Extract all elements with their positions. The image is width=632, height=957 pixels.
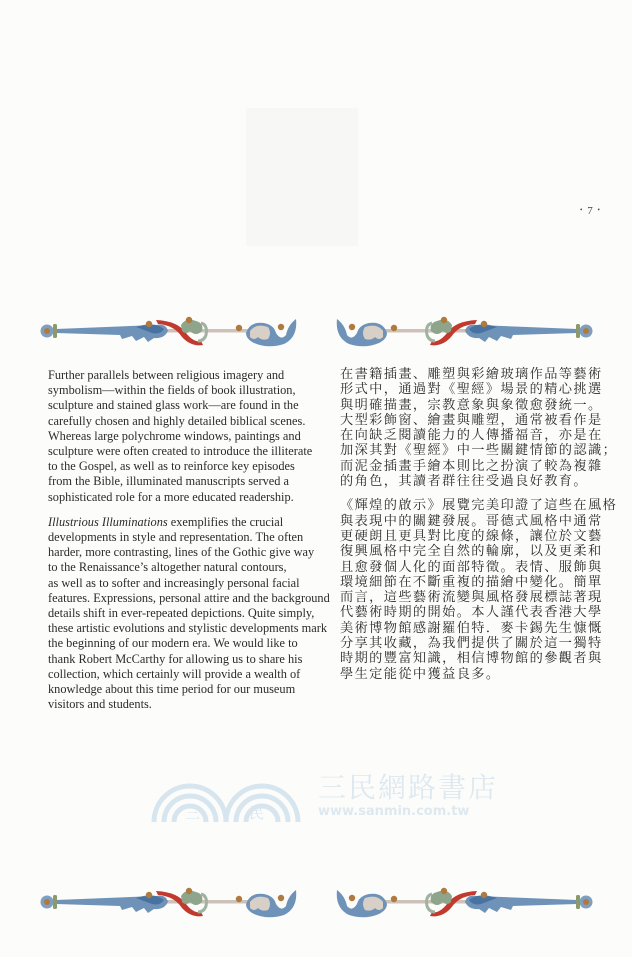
ornament-top-right bbox=[327, 311, 597, 351]
text-line: 而言，這些藝術流變與風格發展標誌著現 bbox=[340, 590, 603, 606]
text-line: as well as to softer and increasingly personal facial bbox=[48, 575, 300, 590]
chinese-paragraph-1 bbox=[340, 367, 618, 490]
text-line: 形式中，通過對《聖經》場景的精心挑選 bbox=[340, 382, 603, 398]
text-line: to the Gospel, as well as to reinforce key episodes bbox=[48, 459, 295, 474]
ornament-top-left bbox=[36, 311, 306, 351]
watermark-url: www.sanmin.com.tw bbox=[318, 804, 470, 819]
text-line: 而泥金插畫手繪本則比之扮演了較為複雜 bbox=[340, 458, 603, 474]
text-line: 大型彩飾窗、繪畫與雕塑，通常被看作是 bbox=[340, 412, 603, 428]
text-line: sculpture and stained glass work—are found in the bbox=[48, 398, 299, 413]
watermark-char-min: 民 bbox=[249, 804, 265, 822]
text-line: sophisticated role for a more educated readership. bbox=[48, 489, 294, 504]
text-line: carefully chosen and highly detailed biblical scenes. bbox=[48, 413, 306, 428]
faint-background-square bbox=[246, 108, 358, 246]
chinese-text-column bbox=[340, 367, 618, 691]
text-line: from the Bible, illuminated manuscripts served a bbox=[48, 474, 289, 489]
scroll-ornament-icon bbox=[327, 882, 597, 922]
text-line: 《輝煌的啟示》展覽完美印證了這些在風格 bbox=[340, 498, 618, 514]
sanmin-watermark bbox=[146, 758, 516, 824]
english-text-column bbox=[48, 368, 330, 722]
text-line: 在向缺乏閱讀能力的人傳播福音，亦是在 bbox=[340, 428, 603, 444]
text-line: thank Robert McCarthy for allowing us to share his bbox=[48, 651, 303, 666]
scroll-ornament-icon bbox=[36, 311, 306, 351]
watermark-title: 三民網路書店 bbox=[318, 771, 499, 804]
text-line: features. Expressions, personal attire and the background bbox=[48, 590, 330, 605]
text-line bbox=[48, 515, 330, 530]
page-number-dot-right: • bbox=[597, 206, 601, 214]
text-line: these artistic evolutions and stylistic developments mark bbox=[48, 621, 328, 636]
page-number-value: 7 bbox=[587, 205, 594, 217]
text-fragment: exemplifies the crucial bbox=[167, 514, 284, 529]
text-line: the beginning of our modern era. We would like to bbox=[48, 636, 298, 651]
text-line: details shift in ever-repeated depictions. Quite simply, bbox=[48, 606, 315, 621]
page-number-dot-left: • bbox=[580, 206, 584, 214]
english-paragraph-1 bbox=[48, 368, 330, 505]
text-line: 在書籍插畫、雕塑與彩繪玻璃作品等藝術 bbox=[340, 367, 603, 382]
ornament-bottom-left bbox=[36, 882, 306, 922]
chinese-paragraph-2 bbox=[340, 498, 618, 682]
page-number bbox=[580, 205, 601, 217]
text-line: Further parallels between religious imagery and bbox=[48, 368, 285, 382]
text-line: to the Renaissance’s altogether natural contours, bbox=[48, 560, 287, 575]
text-line: 時期的豐富知識，相信博物館的參觀者與 bbox=[340, 651, 603, 667]
text-line: sculpture were often created to introduce the illiterate bbox=[48, 444, 313, 459]
text-line: visitors and students. bbox=[48, 697, 152, 712]
english-paragraph-2 bbox=[48, 515, 330, 713]
text-line: 美術博物館感謝羅伯特．麥卡錫先生慷慨 bbox=[340, 620, 603, 636]
text-line: Whereas large polychrome windows, paintings and bbox=[48, 428, 301, 443]
text-line: collection, which certainly will provide a wealth of bbox=[48, 666, 301, 681]
text-line: 復興風格中完全自然的輪廓，以及更柔和 bbox=[340, 544, 603, 560]
text-line: 學生定能從中獲益良多。 bbox=[340, 666, 501, 682]
text-line: 分享其收藏，為我們提供了關於這一獨特 bbox=[340, 636, 603, 652]
text-line: 與明確描畫，宗教意象與象徵愈發統一。 bbox=[340, 397, 603, 413]
exhibition-title-italic: Illustrious Illuminations bbox=[48, 514, 168, 529]
text-line: 的角色，其讀者群往往受過良好教育。 bbox=[340, 474, 588, 490]
watermark-char-san: 三 bbox=[185, 804, 201, 822]
text-line: symbolism—within the fields of book illustration, bbox=[48, 383, 296, 398]
scroll-ornament-icon bbox=[327, 311, 597, 351]
ornament-bottom-right bbox=[327, 882, 597, 922]
text-line: 代藝術時期的開始。本人謹代表香港大學 bbox=[340, 605, 603, 621]
scroll-ornament-icon bbox=[36, 882, 306, 922]
text-line: developments in style and representation. The often bbox=[48, 530, 304, 545]
text-line: 與表現中的關鍵發展。哥德式風格中通常 bbox=[340, 513, 603, 529]
text-line: harder, more contrasting, lines of the Gothic give way bbox=[48, 545, 315, 560]
text-line: knowledge about this time period for our museum bbox=[48, 682, 296, 697]
text-line: 更硬朗且更具對比度的線條，讓位於文藝 bbox=[340, 528, 603, 544]
sanmin-logo-arcs-icon bbox=[146, 758, 306, 824]
text-line: 加深其對《聖經》中一些關鍵情節的認識； bbox=[340, 443, 618, 459]
text-line: 環境細節在不斷重複的描繪中變化。簡單 bbox=[340, 574, 603, 590]
text-line: 且愈發個人化的面部特徵。表情、服飾與 bbox=[340, 559, 603, 575]
